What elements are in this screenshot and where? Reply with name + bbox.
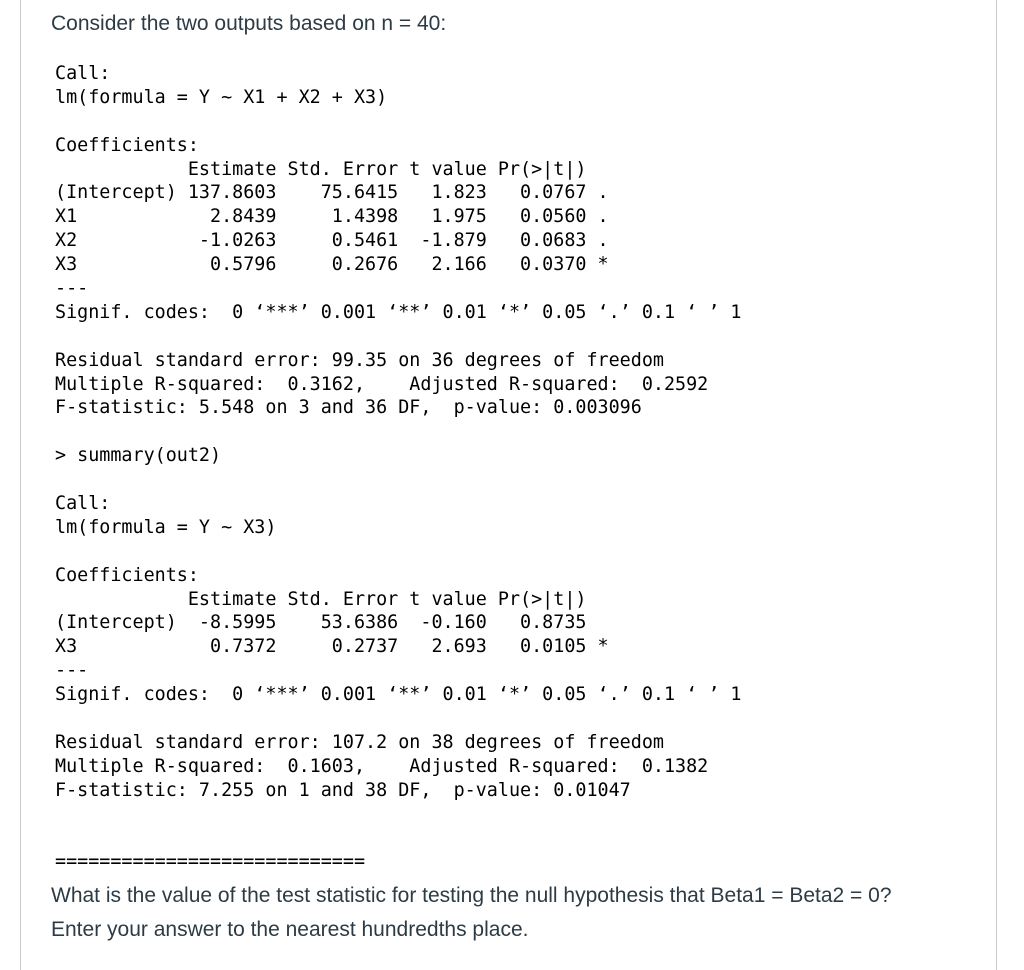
output-line: Estimate Std. Error t value Pr(>|t|) — [55, 588, 587, 610]
output-line: --- — [55, 278, 89, 300]
output-line: Estimate Std. Error t value Pr(>|t|) — [55, 158, 587, 180]
output-line: Multiple R-squared: 0.3162, Adjusted R-squared: 0.2592 — [55, 373, 709, 395]
output-line: X1 2.8439 1.4398 1.975 0.0560 . — [55, 206, 609, 228]
output-line: X2 -1.0263 0.5461 -1.879 0.0683 . — [55, 230, 609, 252]
output-line: lm(formula = Y ~ X1 + X2 + X3) — [55, 86, 388, 108]
output-line: X3 0.5796 0.2676 2.166 0.0370 * — [55, 254, 609, 276]
r-output-block — [55, 62, 741, 874]
output-line: X3 0.7372 0.2737 2.693 0.0105 * — [55, 636, 609, 658]
output-line: (Intercept) 137.8603 75.6415 1.823 0.0767 . — [55, 182, 609, 204]
question-line-1: What is the value of the test statistic for testing the null hypothesis that Beta1 = Beta2 = 0? — [51, 884, 892, 907]
intro-text: Consider the two outputs based on n = 40: — [51, 12, 447, 35]
output-line — [55, 420, 741, 444]
output-line: lm(formula = Y ~ X3) — [55, 516, 277, 538]
output-line: (Intercept) -8.5995 53.6386 -0.160 0.8735 — [55, 612, 587, 634]
separator-line: ============================ — [55, 851, 366, 873]
output-line — [55, 827, 741, 851]
output-line: Residual standard error: 107.2 on 38 degrees of freedom — [55, 731, 664, 753]
output-line: --- — [55, 660, 89, 682]
question-text — [51, 879, 892, 947]
output-line: F-statistic: 7.255 on 1 and 38 DF, p-value: 0.01047 — [55, 779, 631, 801]
output-line: > summary(out2) — [55, 445, 222, 467]
question-card — [20, 0, 997, 970]
output-line: Coefficients: — [55, 564, 199, 586]
output-line — [55, 110, 741, 134]
output-line — [55, 325, 741, 349]
output-line: Call: — [55, 63, 111, 84]
output-line: Multiple R-squared: 0.1603, Adjusted R-squared: 0.1382 — [55, 755, 709, 777]
output-line: Coefficients: — [55, 134, 199, 156]
output-line — [55, 540, 741, 564]
output-line: Residual standard error: 99.35 on 36 degrees of freedom — [55, 349, 664, 371]
question-line-2: Enter your answer to the nearest hundredths place. — [51, 918, 529, 941]
output-line: Call: — [55, 493, 111, 515]
output-line — [55, 468, 741, 492]
output-line: Signif. codes: 0 ‘***’ 0.001 ‘**’ 0.01 ‘*’ 0.05 ‘.’ 0.1 ‘ ’ 1 — [55, 684, 742, 706]
output-line — [55, 803, 741, 827]
output-line — [55, 707, 741, 731]
output-line: Signif. codes: 0 ‘***’ 0.001 ‘**’ 0.01 ‘*’ 0.05 ‘.’ 0.1 ‘ ’ 1 — [55, 301, 742, 323]
output-line: F-statistic: 5.548 on 3 and 36 DF, p-value: 0.003096 — [55, 397, 642, 419]
